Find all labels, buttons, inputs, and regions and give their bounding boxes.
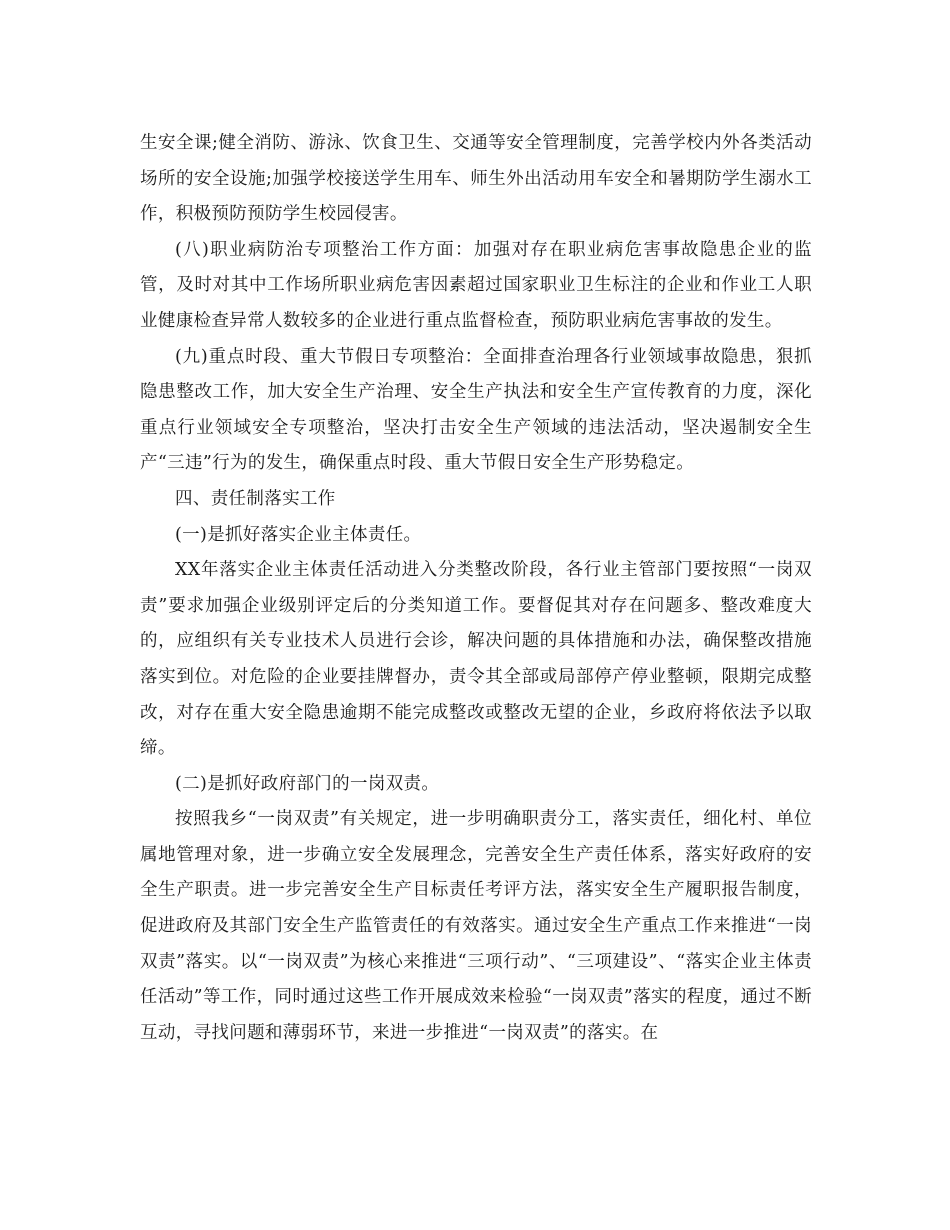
section-heading-responsibility: 四、责任制落实工作 [175, 488, 336, 509]
paragraph-enterprise-responsibility: XX年落实企业主体责任活动进入分类整改阶段，各行业主管部门要按照“一岗双责”要求加强企业级别评定后的分类知道工作。要督促其对存在问题多、整改难度大的，应组织有关专业技术人员进行会诊，解决问题的具体措施和办法，确保整改措施落实到位。对危险的企业要挂牌督办，责令其全部或局部停产停业整顿，限期完成整改，对存在重大安全隐患逾期不能完成整改或整改无望的企业，乡政府将依法予以取缔。 [140, 560, 812, 759]
subheading-enterprise-responsibility: (一)是抓好落实企业主体责任。 [175, 524, 422, 545]
paragraph-government-dual-duty: 按照我乡“一岗双责”有关规定，进一步明确职责分工，落实责任，细化村、单位属地管理对象，进一步确立安全发展理念，完善安全生产责任体系，落实好政府的安全生产职责。进一步完善安全生产目标责任考评方法，落实安全生产履职报告制度，促进政府及其部门安全生产监管责任的有效落实。通过安全生产重点工作来推进“一岗双责”落实。以“一岗双责”为核心来推进“三项行动”、“三项建设”、“落实企业主体责任活动”等工作，同时通过这些工作开展成效来检验“一岗双责”落实的程度，通过不断互动，寻找问题和薄弱环节，来进一步推进“一岗双责”的落实。在 [140, 809, 812, 1043]
paragraph-occupational-disease: (八)职业病防治专项整治工作方面：加强对存在职业病危害事故隐患企业的监管，及时对其中工作场所职业病危害因素超过国家职业卫生标注的企业和作业工人职业健康检查异常人数较多的企业进行重点监督检查，预防职业病危害事故的发生。 [140, 239, 812, 331]
subheading-government-dual-duty: (二)是抓好政府部门的一岗双责。 [175, 773, 440, 794]
paragraph-holiday-rectification: (九)重点时段、重大节假日专项整治：全面排查治理各行业领域事故隐患，狠抓隐患整改工作，加大安全生产治理、安全生产执法和安全生产宣传教育的力度，深化重点行业领域安全专项整治，坚决打击安全生产领域的违法活动，坚决遏制安全生产“三违”行为的发生，确保重点时段、重大节假日安全生产形势稳定。 [140, 346, 812, 474]
document-body [140, 126, 812, 1051]
paragraph-school-safety-continued: 生安全课;健全消防、游泳、饮食卫生、交通等安全管理制度，完善学校内外各类活动场所的安全设施;加强学校接送学生用车、师生外出活动用车安全和暑期防学生溺水工作，积极预防预防学生校园侵害。 [140, 133, 812, 225]
